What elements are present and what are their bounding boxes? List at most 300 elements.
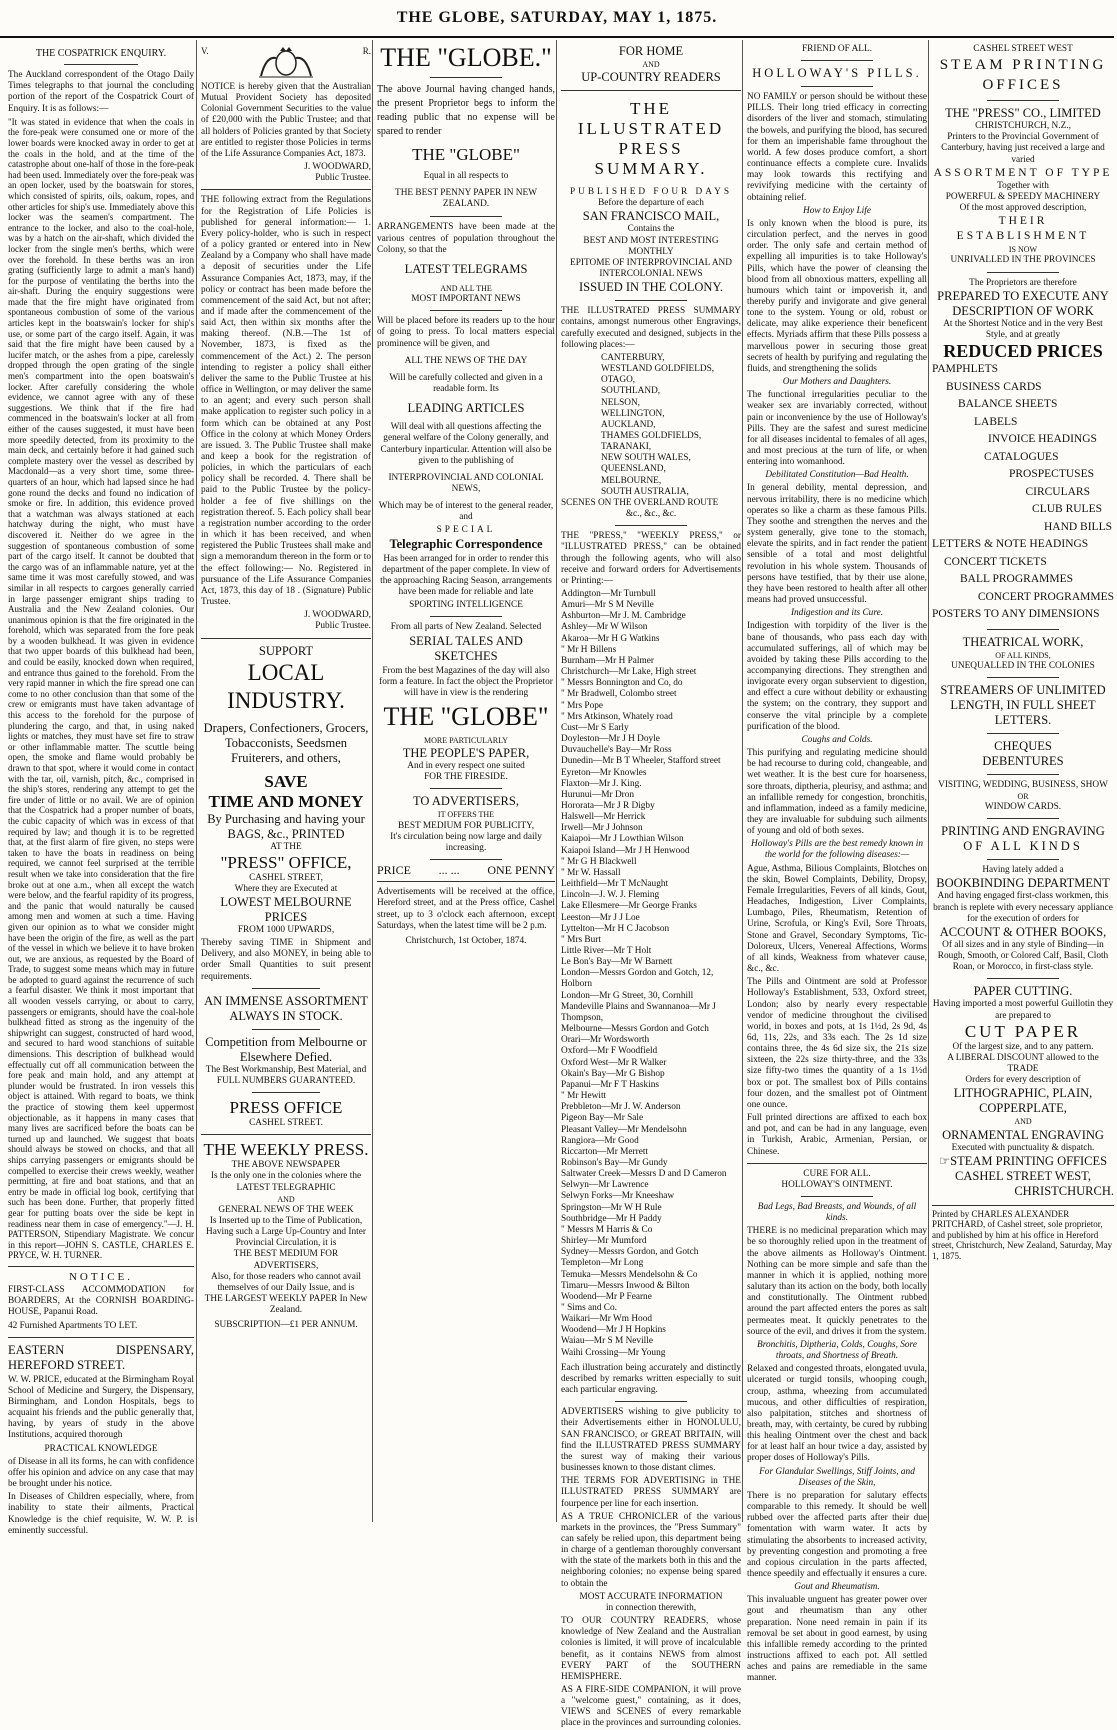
executed-text: Executed with punctuality & dispatch.	[951, 1142, 1095, 1153]
divider	[987, 677, 1060, 678]
terms-text: THE TERMS FOR ADVERTISING in THE ILLUSTRATED PRESS SUMMARY are fourpence per line for each insertion.	[561, 1476, 741, 1509]
agent-item: Leithfield—Mr T McNaught	[561, 879, 669, 890]
subscription-text: SUBSCRIPTION—£1 PER ANNUM.	[214, 1320, 358, 1331]
crest-left-letter: V.	[201, 46, 209, 56]
royal-coat-of-arms-icon	[251, 46, 321, 80]
engraving-text: PRINTING AND ENGRAVING	[941, 824, 1105, 839]
agent-item: Robinson's Bay—Mr Gundy	[561, 1157, 668, 1168]
agents-intro: THE "PRESS," "WEEKLY PRESS," or "ILLUSTRATED PRESS," can be obtained through the following agents, who will also receive and forward orders for Advertisements or Printing:—	[561, 531, 741, 586]
agent-item: Flaxton—Mr J. King.	[561, 778, 642, 789]
the-globe-heading: THE "GLOBE"	[412, 145, 520, 164]
assortment-text: ASSORTMENT OF TYPE	[933, 166, 1113, 179]
litho-text: LITHOGRAPHIC, PLAIN,	[953, 1086, 1093, 1101]
sf-mail-text: SAN FRANCISCO MAIL,	[582, 209, 720, 224]
length-text: LENGTH, IN FULL SHEET	[950, 697, 1096, 712]
divider	[252, 988, 320, 989]
notice-signature: J. WOODWARD,	[304, 162, 371, 173]
notice-text: FIRST-CLASS ACCOMMODATION for BOARDERS, At the CORNISH BOARDING-HOUSE, Papanui Road.	[8, 1285, 194, 1318]
agent-item: " Mrs Pope	[561, 700, 604, 711]
price-dots: ... ...	[438, 863, 460, 878]
agent-item: Kaiapoi—Mr J Lowthian Wilson	[561, 834, 684, 845]
divider	[801, 1196, 873, 1197]
ornamental-text: ORNAMENTAL ENGRAVING	[942, 1127, 1104, 1142]
sketches-heading: SKETCHES	[434, 648, 498, 663]
bronchitis-heading: Bronchitis, Diptheria, Colds, Coughs, Sore throats, and Shortness of Breath.	[757, 1339, 917, 1362]
globe-title: THE "GLOBE."	[380, 43, 552, 72]
dateline: Christchurch, 1st October, 1874.	[405, 935, 527, 946]
divider	[615, 1401, 687, 1402]
list-item: HAND BILLS	[1043, 520, 1112, 533]
list-item: BUSINESS CARDS	[946, 380, 1042, 393]
prepared-text: PREPARED TO EXECUTE ANY	[937, 288, 1109, 303]
which-may-text: Which may be of interest to the general reader, and	[378, 501, 554, 523]
list-item: THAMES GOLDFIELDS,	[601, 430, 702, 441]
price-value: ONE PENNY	[487, 863, 555, 878]
etc-text: &c., &c., &c.	[625, 509, 677, 520]
copperplate-text: COPPERPLATE,	[979, 1101, 1067, 1116]
list-item: WESTLAND GOLDFIELDS,	[601, 364, 715, 375]
intercolonial-text: INTERCOLONIAL NEWS	[599, 269, 703, 280]
bad-legs-heading: Bad Legs, Bad Breasts, and Wounds, of all kinds.	[757, 1202, 917, 1224]
most-accurate-text: MOST ACCURATE INFORMATION	[579, 1591, 723, 1602]
unequalled-text: UNEQUALLED IN THE COLONIES	[951, 660, 1095, 671]
indigestion-heading: Indigestion and its Cure.	[790, 608, 884, 619]
all-news-text: ALL THE NEWS OF THE DAY	[404, 355, 528, 366]
holloway-pills-heading: HOLLOWAY'S PILLS.	[752, 66, 922, 81]
save-heading: SAVE	[264, 771, 308, 791]
agent-item: Irwell—Mr J Johnson	[561, 823, 643, 834]
regulations-text: THE following extract from the Regulations for the Registration of Life Policies is published for general information:— 1. Every policy-holder, who is such in respect of a policy granted or entered into in New Zealand by a Company who shall have made a deposit of securities under the Life Assurance Companies Act, 1873, may, if the policy or contract has been made before the commencement of the said Act, but not after; and if made after the commencement of the said Act, then within six months after the making thereof. (N.B.—The 1st of November, 1873, is fixed as the commencement of the Act.) 2. The person intending to register a policy shall either deliver the same to the Public Trustee at his office in Wellington, or may deliver the same to an agent; and every such person shall make application to register such policy in a form which can be obtained at any Post Office in the colony at which Money Orders are issued. 3. The Public Trustee shall make and keep a book for the registration of policies, in which the particulars of each policy shall be recorded. 4. There shall be paid to the Public Trustee by the policy-holder a fee of five shillings on the registration thereof. 5. Each policy shall bear a registration number according to the order in which it has been received, and when registered the Public Trustees shall make and sign a memorandum thereon in the form or to the effect following:— No. Registered in pursuance of the Life Assurance Companies Act, 1873, this day of 18 . (Signature) Public Trustee.	[201, 195, 371, 608]
mothers-heading: Our Mothers and Daughters.	[782, 377, 892, 388]
agent-item: Lincoln—J. W. J. Fleming	[561, 890, 660, 901]
agent-item: Southbridge—Mr H Paddy	[561, 1213, 662, 1224]
gout-heading: Gout and Rheumatism.	[794, 1582, 880, 1593]
cospatrick-report: "It was stated in evidence that when the coals in the fore-peak were consumed one or more of the lower boards were knocked away in order to get at the coals in the hold, and at the time of the catastrophe about one-half of those in the fore-peak had been used. Immediately over the fore-peak was an open locker, used by the boatswain for stores, which consisted of spirits, oils, oakum, ropes, and other articles for ship's use. Immediately above this locker was the seamen's compartment. The entrance to the locker, and also to the coal-hole, was by a hatch on the air-shaft, which divided the locker from the single men's berths, which were over the forehold. In these berths was an iron grating (sufficiently large to admit a man's hand) for the purpose of ventilating the berths into the air-shaft. During the enquiry suggestions were made that the fire might have originated from spontaneous combustion of some of the various articles kept in the boatswain's locker for ship's use, or some part of the cargo itself. Again, it was said that the fire might have been caused by a lucifer match, or the ashes from a pipe, carelessly dropped through the open grating of the single men's compartment into the open boatswain's locker. After carefully considering the whole evidence, we cannot agree with any of these suggestions. We think that if the fire had commenced in the boatswain's locker at all from either of the causes suggested, it must have been more speedily detected, from its proximity to the main deck, and certainly before it had gained such complete mastery over the vessel as described by Macdonald—as a very short time, some three-quarters of an hour, which had lapsed since he had gone round the decks and found no indication of smoke or fire. In addition, this evidence proved that a watchman was always stationed at each hatchway during the night, who must have discovered it. Neither do we agree in the suggestion of spontaneous combustion of some part of the cargo itself. It cannot be doubted that the cargo was of an inflammable nature, yet at the same time it was most carefully stowed, and was similar in all respects to cargoes generally carried in large passenger emigrant ships trading to Australia and the New Zealand colonies. Our unanimous opinion is that the fire originated in the forehold, which was separated from the fore peak by a wooden bulkhead. It was given in evidence that two upper boards of this bulkhead had been, and could be easily, knocked down when required, and entrance thus gained to the forehold. From the very rapid manner in which the fire spread one can come to no other conclusion than that some of the crew or emigrants must have taken advantage of this access to the forehold for the purpose of plundering the cargo, and that, in using naked lights or matches, they must have set fire to straw or other inflammable matter. The scuttle being open, the smoke and flame would probably be drawn to that spot, where it would come in contact with the tar, oil, varnish, pitch, &c., comprised in the ship's stores, rendering any attempt to get the fire under of little or no avail. We are of opinion that the Cospatrick had a proper number of boats, the cubic capacity of which was in excess of that required by law; and though it is to be regretted that, at the first alarm of fire given, no steps were taken to have the boats in readiness on being required, we cannot feel surprised at the terrible result when we take into consideration that the fire broke out at one a.m., when all except the watch were below, and the fearful rapidity of its progress, and the panic that would naturally be caused among men and women at such a time. Having given our opinion as to what we consider might have been the origin of the fire, as well as the part of the vessel in which we believe it to have broken out, we are anxious, as requested by the Board of Trade, to suggest some means which may in future be adopted to guard against the recurrence of such a fearful disaster. We think it most important that all wooden vessels carrying, or about to carry, passengers or emigrants, should have the coal-hole bulkhead fitted as strong as the ingenuity of the shipwright can suggest, constructed of hard wood, and secured to hard wood stanchions of suitable dimensions. This description of bulkhead would effectually cut off all communication between the fore peak and main hold, and any attempt at plunder would be frustrated. In iron vessels this object is attained. With regard to boats, we think the practice of stowing them keel uppermost objectionable, as it happens in many cases that many lives are sacrificed before the boats can be turned up and launched. We suggest that boats should always be stowed on chocks, and that all ships carrying passengers or emigrants should be compelled to exercise their crews weekly, weather permitting, at fire and boat stations, and that an entry be made in official log book, certifying that such has been done. Further, that properly fitted gear for putting boats over the side be kept in readiness near them in case of emergency."—J. H. PATTERSON, Stipendiary Magistrate. We concur in this report—JOHN S. CASTLE, CHARLES E. PRYCE, W. H. TURNER.	[8, 116, 194, 1261]
agent-item: Shirley—Mr Mumford	[561, 1236, 647, 1247]
list-item: BALL PROGRAMMES	[960, 573, 1073, 586]
above-newspaper-text: THE ABOVE NEWSPAPER	[231, 1160, 341, 1171]
best-remedy-heading: Holloway's Pills are the best remedy known in the world for the following diseases:—	[751, 839, 923, 861]
most-approved-text: Of the most approved description,	[959, 203, 1087, 214]
column-3	[372, 40, 559, 1522]
press-co-heading: THE "PRESS" CO., LIMITED	[945, 106, 1101, 121]
agent-item: " Mr W. Hassall	[561, 867, 621, 878]
agent-item: London—Messrs Gordon and Gotch, 12, Holborn	[561, 968, 714, 990]
press-office-heading-2: PRESS OFFICE	[229, 1098, 343, 1118]
price-row	[377, 865, 555, 876]
agent-item: Halswell—Mr Herrick	[561, 812, 646, 823]
cashel-street-west-heading: CASHEL STREET WEST	[973, 44, 1073, 54]
immense-assortment: AN IMMENSE ASSORTMENT ALWAYS IN STOCK.	[204, 993, 368, 1023]
divider	[801, 60, 873, 61]
equal-text: Equal in all respects to	[423, 171, 509, 181]
agent-item: Mandeville Plains and Swannanoa—Mr J Thompson,	[561, 1001, 716, 1023]
lowest-prices-heading: LOWEST MELBOURNE PRICES	[220, 894, 352, 924]
agent-item: Hororata—Mr J R Digby	[561, 800, 655, 811]
places-list	[561, 353, 741, 498]
price-label: PRICE	[377, 863, 412, 878]
ointment-paragraph-3: There is no preparation for salutary effects comparable to this remedy. It should be well rubbed over the affected parts after their due fomentation with warm water. It acts by stimulating the absorbents to increased activity, by preventing congestion and promoting a free and copious circulation in the parts affected, thence speedily and effectually it ensures a cure.	[747, 1490, 928, 1579]
support-heading: SUPPORT	[258, 643, 314, 658]
cashel-street-text: CASHEL STREET,	[249, 872, 323, 883]
ointment-paragraph-1: THERE is no medicinal preparation which may be so thoroughly relied upon in the treatment of the above ailments as Holloway's Ointment. Nothing can be more simple and safe than the manner in which it is applied, nothing more salutary than its action on the body, both locally and constitutionally. The Ointment rubbed around the part affected enters the pores as salt permeates meat. It quickly penetrates to the source of the evil, and drives it from the system.	[747, 1226, 927, 1337]
cashel-west-text-2: CASHEL STREET WEST,	[955, 1168, 1091, 1183]
list-item: PROSPECTUSES	[1008, 468, 1094, 481]
agent-item: Pigeon Bay—Mr Sale	[561, 1113, 644, 1124]
largest-weekly-text: THE LARGEST WEEKLY PAPER In New Zealand.	[204, 1294, 368, 1316]
agent-item: " Mr Bradwell, Colombo street	[561, 689, 677, 700]
agent-item: Duvauchelle's Bay—Mr Ross	[561, 745, 672, 756]
christchurch-text: CHRISTCHURCH.	[1014, 1183, 1114, 1198]
divider	[987, 859, 1060, 860]
true-chronicler-text: AS A TRUE CHRONICLER of the various markets in the provinces, the "Press Summary" can safely be relied upon, this department being in charge of a gentleman thoroughly conversant with the state of the markets both in this and the neighboring colonies; no expense being spared to obtain the	[561, 1511, 741, 1589]
pills-paragraph-1: NO FAMILY or person should be without these PILLS. Their long tried efficacy in correcting disorders of the liver and stomach, stimulating the bowels, and purifying the blood, has secured for them an imperishable fame throughout the world. A few doses produce comfort, a short continuance effects a complete cure. Invalids may look towards this rectifying and revivifying medicine with the certainty of obtaining relief.	[747, 92, 927, 203]
establishment-text: THEIR ESTABLISHMENT	[956, 215, 1090, 243]
and-text: AND	[277, 1194, 295, 1204]
best-most-text: BEST AND MOST INTERESTING	[583, 235, 719, 246]
pointing-hand-icon: ☞	[938, 1153, 951, 1168]
most-important-text: MOST IMPORTANT NEWS	[411, 294, 521, 305]
having-text: Having such a Large Up-Country and Inter Provincial Circulation, it is	[206, 1227, 366, 1249]
scenes-text: SCENES ON THE OVERLAND ROUTE	[561, 497, 719, 508]
workmanship-text: The Best Workmanship, Best Material, and	[205, 1064, 367, 1075]
list-item: PAMPHLETS	[932, 363, 999, 376]
list-item: CIRCULARS	[1025, 485, 1090, 498]
fireside-text: FOR THE FIRESIDE.	[424, 772, 508, 783]
theatrical-text: THEATRICAL WORK,	[962, 634, 1084, 649]
dispensary-text-3: In Diseases of Children especially, where, from inability to state their ailments, Practical Knowledge is the chief requisite, W. W. P. is eminently successful.	[8, 1492, 194, 1536]
agent-item: Lake Ellesmere—Mr George Franks	[561, 901, 697, 912]
dispensary-knowledge: PRACTICAL KNOWLEDGE	[44, 1443, 158, 1454]
executed-text: Where they are Executed at	[234, 883, 338, 894]
agent-item: Woodend—Mr P Fearne	[561, 1291, 652, 1302]
together-text: Together with	[997, 180, 1049, 191]
will-be-placed-text: Will be placed before its readers up to the hour of going to press. To local matters especial prominence will be given, and	[377, 316, 555, 349]
and-text: AND	[1014, 1117, 1032, 1127]
from-best-text: From the best Magazines of the day will also form a feature. In fact the object the Proprietor will have in view is the rendering	[379, 665, 553, 698]
notice-line: 42 Furnished Apartments TO LET.	[8, 1320, 138, 1331]
fireside-companion-text: AS A FIRE-SIDE COMPANION, it will prove a "welcome guest," containing, as it does, VIEWS and SCENES of every remarkable place in the provinces and surrounding colonies.	[561, 1685, 741, 1729]
unrivalled-text: UNRIVALLED IN THE PROVINCES	[950, 255, 1096, 266]
powerful-text: POWERFUL & SPEEDY MACHINERY	[945, 191, 1101, 202]
cospatrick-heading: THE COSPATRICK ENQUIRY.	[35, 48, 167, 59]
debentures-text: DEBENTURES	[982, 753, 1064, 768]
ads-received-text: Advertisements will be received at the office, Hereford street, and at the Press office, Cashel street, up to 3 o'clock each afternoon, except Saturdays, when the latest time will be 2 p.m.	[377, 887, 555, 931]
print-items-list	[932, 361, 1114, 624]
list-item: CONCERT TICKETS	[944, 555, 1047, 568]
agent-item: " Messrs Bonnington and Co, do	[561, 678, 683, 689]
divider	[377, 881, 555, 882]
regulations-signature: J. WOODWARD,	[304, 610, 371, 621]
list-item: CANTERBURY,	[601, 352, 665, 363]
divider	[201, 189, 371, 190]
streamers-text: STREAMERS OF UNLIMITED	[940, 682, 1106, 697]
divider	[201, 1134, 371, 1135]
agent-item: Saltwater Creek—Messrs D and D Cameron	[561, 1169, 727, 1180]
agent-item: Ashburton—Mr J. M. Cambridge	[561, 611, 686, 622]
before-text: Before the departure of each	[598, 198, 704, 209]
general-news-text: GENERAL NEWS OF THE WEEK	[218, 1204, 354, 1215]
circulation-text: It's circulation being now large and daily increasing.	[390, 831, 542, 853]
list-item: SOUTH AUSTRALIA,	[601, 486, 689, 497]
contains-text: Contains the	[627, 224, 675, 235]
interprovincial-text: INTERPROVINCIAL AND COLONIAL NEWS,	[388, 472, 544, 494]
list-item: AUCKLAND,	[601, 419, 656, 430]
agent-item: " Mrs Burt	[561, 934, 601, 945]
agent-item: Burnham—Mr H Palmer	[561, 655, 654, 666]
agent-item: " Mrs Atkinson, Whately road	[561, 711, 673, 722]
agent-item: " Sims and Co.	[561, 1303, 617, 1313]
press-office-heading: "PRESS" OFFICE,	[220, 852, 352, 872]
best-publicity-text: BEST MEDIUM FOR PUBLICITY,	[397, 820, 535, 831]
agent-item: " Messrs M Harris & Co	[561, 1224, 653, 1235]
list-item: WELLINGTON,	[601, 408, 665, 419]
imprint-text: Printed by CHARLES ALEXANDER PRITCHARD, of Cashel street, sole proprietor, and published by him at his office in Hereford street, Christchurch, New Zealand, Saturday, May 1, 1875.	[932, 1205, 1114, 1262]
agent-item: Le Bon's Bay—Mr W Barnett	[561, 957, 673, 968]
agent-item: Eyreton—Mr Knowles	[561, 767, 647, 778]
weekly-press-heading: THE WEEKLY PRESS.	[203, 1140, 369, 1160]
list-item: CONCERT PROGRAMMES	[977, 590, 1114, 603]
notice-heading: NOTICE.	[68, 1270, 134, 1283]
pills-paragraph-3: The functional irregularities peculiar to the weaker sex are invariably corrected, without pain or inconvenience by the use of Holloway's Pills. They are the safest and surest medicine for all diseases incidental to females of all ages, and most precious at the turn of life, or when entering into womanhood.	[747, 390, 927, 468]
agent-item: Prebbleton—Mr J. W. Anderson	[561, 1102, 681, 1113]
divider	[64, 64, 138, 65]
issued-text: ISSUED IN THE COLONY.	[579, 280, 723, 295]
divider	[615, 525, 687, 526]
advertisers-text: ADVERTISERS wishing to give publicity to their Advertisements either in HONOLULU, SAN FRANCISCO, or GREAT BRITAIN, will find the ILLUSTRATED PRESS SUMMARY the surest way of making their various businesses known to those distant climes.	[561, 1407, 741, 1474]
agent-item: Woodend—Mr J H Hopkins	[561, 1325, 666, 1336]
list-item: LABELS	[974, 415, 1018, 428]
pills-paragraph-9: Full printed directions are affixed to each box and pot, and can be had in any language, even in Turkish, Arabic, Armenian, Persian, or Chinese.	[747, 1113, 927, 1157]
to-advertisers-heading: TO ADVERTISERS,	[413, 794, 519, 809]
cheques-text: CHEQUES	[994, 738, 1052, 753]
agent-item: Oxford West—Mr R Walker	[561, 1057, 667, 1068]
agent-item: Akaroa—Mr H G Watkins	[561, 633, 660, 644]
divider	[430, 77, 501, 78]
coughs-heading: Coughs and Colds.	[801, 734, 873, 745]
agent-item: Selwyn—Mr Lawrence	[561, 1180, 649, 1191]
special-text: SPECIAL	[436, 525, 496, 536]
engaged-text: And having engaged first-class workmen, this branch is replete with every necessary appliance for the execution of orders for	[933, 891, 1113, 924]
proprietors-text: The Proprietors are therefore	[969, 277, 1077, 288]
steam-printing-offices-heading: STEAM PRINTING OFFICES	[939, 57, 1107, 94]
list-item: LETTERS & NOTE HEADINGS	[932, 538, 1089, 551]
column-6	[928, 40, 1117, 1522]
cospatrick-intro: The Auckland correspondent of the Otago Daily Times telegraphs to that journal the concluding portion of the report of the Cospatrick Court of Enquiry. It is as follows:—	[8, 70, 194, 114]
agent-item: Melbourne—Messrs Gordon and Gotch	[561, 1024, 709, 1035]
agent-item: Waikari—Mr Wm Hood	[561, 1314, 652, 1325]
sporting-text: SPORTING INTELLIGENCE	[409, 600, 523, 611]
masthead-title: THE GLOBE, SATURDAY, MAY 1, 1875.	[0, 0, 1114, 38]
is-now-text: IS NOW	[1008, 245, 1038, 255]
agent-item: Hurunui—Mr Dron	[561, 789, 635, 800]
account-books-text: ACCOUNT & OTHER BOOKS,	[939, 924, 1107, 939]
ointment-paragraph-4: This invaluable unguent has greater power over gout and rheumatism than any other preparation. None need remain in pain if its removal be set about in good earnest, by using this infallible remedy according to the printed instructions affixed to each pot. All settled aches and pains are remediable in the same manner.	[747, 1595, 927, 1684]
agent-item: Papanui—Mr F T Haskins	[561, 1079, 660, 1090]
column-1	[4, 40, 198, 1536]
pills-paragraph-7: Ague, Asthma, Bilious Complaints, Blotches on the skin, Bowel Complaints, Debility, Dropsy, Female Irregularities, Fevers of all kinds, Gout, Headaches, Indigestion, Liver Complaints, Lumbago, Piles, Rheumatism, Retention of Urine, Scrofula, or King's Evil, Sore Throats, Stone and Gravel, Secondary Symptoms, Tic-Doloreux, Ulcers, Venereal Affections, Worms of all kinds, Weakness from whatever cause, &c., &c.	[747, 863, 927, 975]
divider	[987, 733, 1060, 734]
divider	[430, 216, 501, 217]
list-item: NELSON,	[601, 397, 640, 408]
agent-item: Timaru—Messrs Inwood & Bilton	[561, 1280, 690, 1291]
divider	[987, 818, 1060, 819]
it-offers-text: IT OFFERS THE	[437, 810, 495, 820]
and-all-text: AND ALL THE	[440, 283, 492, 293]
cut-paper-text: CUT PAPER	[964, 1021, 1082, 1041]
agent-item: Little River—Mr T Holt	[561, 946, 652, 956]
published-text: PUBLISHED FOUR DAYS	[569, 187, 733, 198]
regulations-signature-title: Public Trustee.	[315, 621, 371, 632]
latest-telegrams-heading: LATEST TELEGRAMS	[404, 261, 528, 276]
contains-description: THE ILLUSTRATED PRESS SUMMARY contains, amongst numerous other Engravings, carefully executed and designed, subjects in the following places:—	[561, 306, 741, 350]
largest-size-text: Of the largest size, and to any pattern.	[952, 1041, 1094, 1052]
divider	[747, 1163, 927, 1164]
only-one-text: Is the only one in the colonies where the	[210, 1171, 362, 1182]
agent-item: Waiau—Mr S M Neville	[561, 1336, 653, 1347]
agent-item: Waihi Crossing—Mr Young	[561, 1347, 666, 1358]
list-item: MELBOURNE,	[601, 475, 662, 486]
monthly-text: MONTHLY	[628, 246, 674, 257]
divider	[8, 1337, 194, 1338]
divider	[8, 1266, 194, 1267]
list-item: BALANCE SHEETS	[958, 398, 1058, 411]
amp-notice: NOTICE is hereby given that the Australian Mutual Provident Society has deposited Colonial Government Securities to the value of £20,000 with the Public Trustee; and that all holders of Policies granted by that Society are entitled to register those Policies in terms of the Life Assurance Companies Act, 1873.	[201, 82, 371, 159]
debilitated-heading: Debilitated Constitution—Bad Health.	[765, 470, 909, 481]
columns	[0, 40, 1114, 1729]
holloway-ointment-heading: HOLLOWAY'S OINTMENT.	[781, 1179, 893, 1190]
agent-item: Rangiora—Mr Good	[561, 1135, 639, 1146]
agent-item: Pleasant Valley—Mr Mendelsohn	[561, 1124, 687, 1135]
serial-tales-heading: SERIAL TALES AND	[409, 633, 523, 648]
divider	[987, 100, 1060, 101]
agent-item: Templeton—Mr Long	[561, 1258, 644, 1269]
divider	[430, 616, 501, 617]
agent-item: Selwyn Forks—Mr Kneeshaw	[561, 1191, 675, 1202]
peoples-paper-heading: THE PEOPLE'S PAPER,	[402, 746, 530, 761]
divider	[252, 1029, 320, 1030]
agent-item: " Mr H Billens	[561, 644, 617, 655]
divider	[201, 638, 371, 639]
has-been-text: Has been arranged for in order to render this department of the paper complete. In view of the approaching Racing Season, arrangements have been made for reliable and late	[380, 553, 552, 598]
divider	[430, 310, 501, 311]
telegraphic-heading: Telegraphic Correspondence	[389, 536, 543, 551]
agent-item: " Mr Hewitt	[561, 1091, 607, 1102]
competition-text: Competition from Melbourne or Elsewhere Defied.	[205, 1034, 367, 1064]
discount-text: A LIBERAL DISCOUNT allowed to the TRADE	[947, 1052, 1099, 1075]
each-illustration-text: Each illustration being accurately and distinctly described by remarks written especially to suit each particular engraving.	[561, 1362, 741, 1396]
from-1000-text: FROM 1000 UPWARDS,	[237, 924, 335, 935]
best-penny-text: THE BEST PENNY PAPER IN NEW ZEALAND.	[395, 188, 537, 210]
pills-paragraph-2: Is only known when the blood is pure, its circulation perfect, and the nerves in good order. The only safe and certain method of expelling all impurities is to take Holloway's Pills, which have the power of cleansing the blood from all obnoxious matters, expelling all humours which taint or impoverish it, and thereby purify and invigorate and give general tone to the system. Young or old, robust or delicate, may alike experience their beneficent effects. Myriads affirm that these Pills possess a marvellous power in securing those great secrets of health by purifying and regulating the fluids, and strengthening the solids	[747, 218, 927, 374]
reduced-prices-heading: REDUCED PRICES	[943, 341, 1103, 362]
inserted-text: Is Inserted up to the Time of Publication,	[209, 1216, 363, 1226]
printers-text: Printers to the Provincial Government of Canterbury, having just received a large and varied	[941, 132, 1105, 165]
purchasing-text: By Purchasing and having your BAGS, &c., PRINTED	[207, 811, 365, 841]
column-2	[196, 40, 375, 1522]
agent-item: Orari—Mr Wordsworth	[561, 1035, 650, 1046]
agent-item: Okain's Bay—Mr G Bishop	[561, 1068, 665, 1079]
divider	[987, 978, 1060, 979]
dispensary-heading: EASTERN DISPENSARY, HEREFORD STREET.	[8, 1342, 194, 1372]
list-item: CATALOGUES	[984, 450, 1059, 463]
agent-item: Springston—Mr W H Rule	[561, 1202, 662, 1213]
ointment-paragraph-2: Relaxed and congested throats, elongated uvula, ulcerated or turgid tonsils, whooping cough, croup, asthma, wheezing from accumulated mucous, and other difficulties of respiration, also palpitation, stitches and shortness of breath, may, with certainty, be cured by rubbing this healing Ointment over the chest and back for at least half an hour twice a day, assisted by proper doses of Holloway's Pills.	[747, 1364, 927, 1464]
agent-item: Temuka—Messrs Mendelsohn & Co	[561, 1269, 698, 1280]
agent-item: Addington—Mr Turnbull	[561, 589, 656, 599]
or-text: OR	[1017, 792, 1029, 801]
divider	[987, 629, 1060, 630]
in-connection-text: in connection therewith,	[605, 1602, 697, 1613]
agent-item: Sydney—Messrs Gordon, and Gotch	[561, 1247, 699, 1258]
also-text: Also, for those readers who cannot avail themselves of our Daily Issue, and is	[211, 1271, 361, 1293]
collected-text: Will be carefully collected and given in a readable form. Its	[389, 372, 543, 395]
dispensary-text-2: of Disease in all its forms, he can with confidence offer his opinion and advice on any case that may be brought under his notice.	[8, 1456, 194, 1490]
having-added-text: Having lately added a	[982, 865, 1064, 876]
agent-item: Oxford—Mr F Woodfield	[561, 1046, 658, 1057]
window-cards-text: WINDOW CARDS.	[984, 802, 1062, 813]
agents-list	[561, 589, 741, 1359]
for-home-heading: FOR HOME	[618, 44, 684, 58]
agent-item: Christchurch—Mr Lake, High street	[561, 667, 697, 678]
divider	[801, 86, 873, 87]
divider	[430, 859, 501, 860]
cure-for-all-heading: CURE FOR ALL.	[803, 1168, 871, 1179]
divider	[430, 788, 501, 789]
agent-item: Lyttelton—Mr H C Jacobson	[561, 923, 670, 934]
list-item: NEW SOUTH WALES,	[601, 453, 691, 464]
letters-text: LETTERS.	[994, 712, 1052, 727]
paper-cutting-text: PAPER CUTTING.	[973, 984, 1073, 999]
best-medium-text: THE BEST MEDIUM FOR ADVERTISERS,	[233, 1249, 339, 1271]
list-item: INVOICE HEADINGS	[988, 433, 1097, 446]
will-deal-text: Will deal with all questions affecting the general welfare of the Colony generally, and Canterbury inparticular. Attention will also be given to the publishing of	[380, 422, 552, 466]
crest-right-letter: R.	[362, 46, 371, 56]
of-all-sizes-text: Of all sizes and in any style of Binding—in Rough, Smooth, or Colored Calf, Basil, Cloth Roan, or Morocco, in first-class style.	[937, 939, 1109, 973]
pills-paragraph-8: The Pills and Ointment are sold at Professor Holloway's Establishment, 533, Oxford street, London; also by nearly every respectable vendor of medicine throughout the civilised world, in boxes and pots, at 1s 1½d, 2s 9d, 4s 6d, 11s, 22s, and 33s each. The 2s 1d size contains three, the 4s 6d size six, the 21s size sixteen, the 22s size thirty-three, and the 33s size fifty-two times the quantity of a 1s 1½d box or pot. The smallest box of Pills contains four dozen, and the smallest pot of Ointment one ounce.	[747, 977, 927, 1110]
visiting-text: VISITING, WEDDING, BUSINESS, SHOW	[938, 779, 1108, 790]
how-enjoy-heading: How to Enjoy Life	[803, 205, 871, 216]
local-industry-heading: LOCAL INDUSTRY.	[227, 659, 345, 713]
list-item: CLUB RULES	[1032, 503, 1102, 516]
list-item: OTAGO,	[601, 375, 636, 386]
time-money-heading: TIME AND MONEY	[208, 791, 364, 811]
royal-crest-row	[201, 46, 371, 80]
all-kinds-text: OF ALL KINDS	[963, 839, 1083, 854]
cashel-street-text-2: CASHEL STREET.	[249, 1118, 323, 1129]
list-item: QUEENSLAND,	[601, 464, 666, 475]
agent-item: Amuri—Mr S M Neville	[561, 600, 654, 611]
list-item: POSTERS TO ANY DIMENSIONS	[932, 608, 1100, 621]
agent-item: Kaiapoi Island—Mr J H Henwood	[561, 845, 690, 856]
list-item: SOUTHLAND,	[601, 386, 661, 397]
pills-paragraph-5: Indigestion with torpidity of the liver is the bane of thousands, who pass each day with accumulated sufferings, all of which may be avoided by taking these Pills according to the accompanying directions. They strengthen and invigorate every organ subservient to digestion, and effect a cure without debility or exhausting the system; on the contrary, they support and conserve the vital principle by a complete purification of the blood.	[747, 621, 927, 732]
column-5	[742, 40, 931, 1684]
country-readers-text: TO OUR COUNTRY READERS, whose knowledge of New Zealand and the Australian colonies is limited, it will prove of incalculable benefit, as it contains NEWS from almost EVERY PART of the SOUTHERN HEMISPHERE.	[561, 1616, 741, 1682]
agent-item: Doyleston—Mr J H Doyle	[561, 734, 660, 745]
thereby-text: Thereby saving TIME in Shipment and Delivery, and also MONEY, in being able to order Small Quantities to suit present requirements.	[201, 938, 371, 982]
steam-offices-text-2	[932, 1154, 1114, 1169]
dispensary-text: W. W. PRICE, educated at the Birmingham Royal School of Medicine and Surgery, the Dispensary, Birmingham, and London Hospitals, begs to acquaint his friends and the public generally that, having, by years of study in the above Institutions, acquired thorough	[8, 1374, 194, 1441]
column-4	[556, 40, 745, 1729]
shortest-notice-text: At the Shortest Notice and in the very Best Style, and at greatly	[943, 318, 1103, 340]
and-text: AND	[642, 60, 660, 69]
the-globe-heading-2: THE "GLOBE"	[383, 702, 549, 731]
friend-of-all-heading: FRIEND OF ALL.	[802, 44, 872, 54]
steam-offices-label: STEAM PRINTING OFFICES	[950, 1153, 1108, 1168]
pills-paragraph-6: This purifying and regulating medicine should be had recourse to during cold, changeable, and wet weather. It is the best cure for hoarseness, sore throats, diptheria, pleurisy, and asthma; and an infallible remedy for congestion, bronchitis, and inflammation, indeed as a family medicine, they are invaluable for subduing such ailments of young and old of both sexes.	[747, 748, 927, 837]
pills-paragraph-4: In general debility, mental depression, and nervous irritability, there is no medicine which operates so like a charm as these famous Pills. They soothe and strengthen the nerves and the system generally, give tone to the stomach, elevate the spirits, and in fact render the patient sensible of a total and most delightful revolution in his whole system. Thousands of persons have testified, that by their use alone, they have been restored to health after all other means had proved unsuccessful.	[747, 483, 927, 606]
